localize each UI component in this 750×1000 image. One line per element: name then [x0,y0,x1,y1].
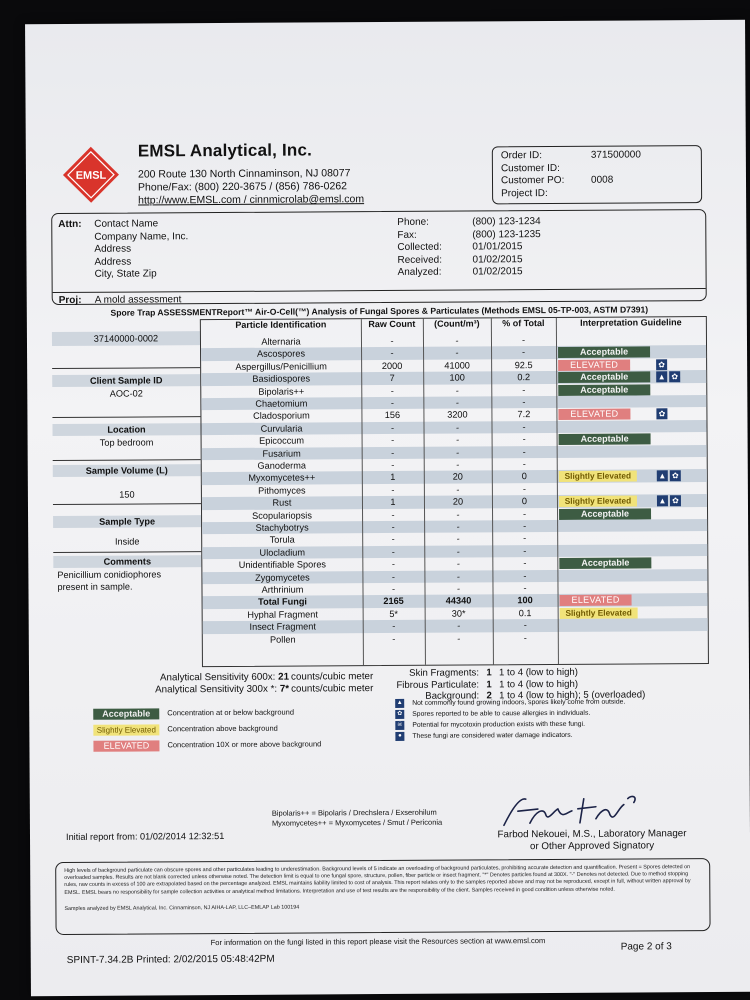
interpretation-cell [556,420,706,433]
printed-footer: SPINT-7.34.2B Printed: 2/02/2015 05:48:42PM [66,953,275,966]
particle-name: Curvularia [260,423,303,434]
signatory-title: or Other Approved Signatory [529,840,655,853]
divider [52,367,200,369]
particle-name: Insect Fragment [249,621,316,633]
percent-of-total: 92.5 [514,359,533,371]
fax-value: (800) 123-1235 [472,228,541,240]
fibrous-value: 1 [486,678,492,690]
percent-of-total: - [522,421,526,432]
interpretation-cell [557,469,707,482]
customer-po-label: Customer PO: [500,174,565,187]
count-per-m3: - [456,571,460,582]
interpretation-badge: Acceptable [558,384,650,396]
count-per-m3: - [455,397,459,408]
interpretation-cell [558,631,708,644]
interpretation-badge: Acceptable [558,347,650,359]
allergy-flower-icon: ✿ [669,371,680,382]
company-address-block [138,167,364,207]
count-per-m3: 20 [452,471,463,482]
particle-name: Fusarium [262,448,301,459]
legend-acceptable-swatch: Acceptable [93,708,159,719]
percent-of-total: - [522,483,526,494]
sample-info-panel [52,319,202,668]
particle-name: Pithomyces [258,485,306,496]
attn-line: Company Name, Inc. [94,230,189,243]
notes [272,808,442,829]
company-web-link[interactable]: http://www.EMSL.com / cinnmicrolab@emsl.com [138,193,365,207]
raw-count: 156 [384,410,401,421]
interpretation-cell [558,593,708,606]
attn-line: Address [94,256,132,268]
count-per-m3: - [457,633,461,644]
raw-count: 7 [389,373,395,384]
signature-image [492,788,642,831]
sensitivity-unit: counts/cubic meter [291,683,374,695]
signatory-block [482,828,702,853]
count-per-m3: - [456,583,461,594]
interpretation-badge: Acceptable [559,508,651,520]
icon-legend [395,697,625,742]
attn-line: Address [94,243,132,255]
particle-name: Ganoderma [257,460,307,471]
sensitivity-units [291,671,373,696]
raw-count: - [391,459,395,470]
sample-volume-label: Sample Volume (L) [53,464,201,477]
comments-text: present in sample. [57,581,133,593]
count-per-m3: - [456,558,460,569]
interpretation-cell [557,519,707,532]
sensitivity-unit: counts/cubic meter [290,671,374,683]
raw-count: - [391,484,395,495]
percent-of-total: - [522,384,526,395]
percent-of-total: - [523,620,527,631]
count-per-m3: - [456,447,460,458]
particle-name: Rust [272,497,292,508]
raw-count: - [390,348,394,359]
percent-of-total: - [523,533,527,544]
raw-count: - [390,422,395,433]
interpretation-badge: ELEVATED [558,359,630,370]
received-value: 01/02/2015 [472,253,523,265]
divider [53,503,201,505]
percent-of-total: 0.2 [517,372,531,383]
allergy-flower-icon: ✿ [395,710,404,719]
attn-address [94,218,188,281]
water-drop-icon: ● [395,732,404,741]
interpretation-badge: Slightly Elevated [560,607,638,618]
count-per-m3: 44340 [445,595,472,607]
percent-of-total: - [523,545,527,556]
count-per-m3: - [456,533,460,544]
raw-count: 2165 [383,596,404,607]
interpretation-cell [556,395,706,408]
interpretation-cell [557,507,707,520]
interpretation-cell [558,606,708,619]
raw-count: - [390,385,394,396]
order-id: 371500000 [590,149,641,161]
interpretation-cell [556,345,706,358]
raw-count: - [391,583,396,594]
emsl-logo [62,146,120,204]
interpretation-cell [556,370,706,383]
particle-name: Torula [269,534,295,546]
location-value: Top bedroom [99,437,154,448]
divider [52,416,200,418]
count-per-m3: - [456,546,460,557]
percent-of-total: - [523,521,527,532]
interpretation-badge: ELEVATED [560,595,632,606]
attn-line: Contact Name [94,218,159,230]
count-per-m3: 100 [449,372,465,383]
count-per-m3: - [456,509,460,520]
percent-of-total: - [522,508,527,519]
mycotoxin-icon: ☠ [395,721,404,730]
sensitivity-300-label: Analytical Sensitivity 300x *: [155,683,278,696]
raw-count: - [391,534,395,545]
raw-count: - [390,397,394,408]
outdoor-tree-icon: ▲ [657,372,666,382]
fibrous-scale: 1 to 4 (low to high) [499,678,579,690]
raw-count: 5* [389,608,399,619]
sensitivity-600: 21 [278,671,290,683]
skin-scale: 1 to 4 (low to high) [498,666,578,679]
sensitivity-600-label: Analytical Sensitivity 600x: [159,671,276,684]
customer-po: 0008 [590,174,614,186]
count-per-m3: - [457,620,461,631]
interpretation-cell [557,581,707,594]
particle-name: Myxomycetes++ [248,472,316,484]
percent-of-total: 7.2 [517,409,531,420]
percent-of-total: - [522,459,526,470]
percent-of-total: 100 [517,595,533,606]
particle-name: Ascospores [257,348,306,360]
count-per-m3: - [456,484,460,495]
percent-of-total: 0 [521,496,528,507]
icon-legend-text: These fungi are considered water damage indicators. [412,731,573,740]
interpretation-cell [557,494,707,507]
interpretation-cell [557,569,707,582]
collected-value: 01/01/2015 [472,241,523,253]
legend-slight-swatch: Slightly Elevated [93,724,159,735]
column-header: (Count/m³) [434,318,480,329]
interpretation-cell [556,383,706,396]
sensitivity-300: 7* [279,683,290,695]
legend-acceptable-desc: Concentration at or below background [167,707,295,718]
count-per-m3: - [455,385,459,396]
order-id-label: Order ID: [500,150,543,162]
table-title: Spore Trap ASSESSMENTReport™ Air-O-Cell(™) Analysis of Fungal Spores & Particulates (Methods EMSL 05-TP-003, ASTM D7391) [110,304,649,318]
disclaimer-box [55,858,710,935]
interpretation-cell [557,556,707,569]
raw-count: 1 [390,472,396,483]
fax-label: Fax: [397,229,417,241]
proj-label: Proj: [58,294,82,307]
count-per-m3: - [455,347,459,358]
raw-count: - [391,447,395,458]
count-per-m3: - [455,422,460,433]
particle-name: Ulocladium [259,547,306,558]
allergy-flower-icon: ✿ [656,409,667,420]
received-label: Received: [397,254,442,266]
interpretation-cell [556,358,706,371]
count-per-m3: - [455,335,459,346]
count-per-m3: 30* [451,608,466,619]
location-label: Location [52,423,200,436]
analyzed-value: 01/02/2015 [472,266,523,278]
attention-box [51,209,707,305]
raw-count: - [391,509,395,520]
percent-of-total: - [523,558,527,569]
phone-label: Phone: [397,216,429,228]
interpretation-cell [557,544,707,557]
customer-id-label: Customer ID: [500,162,560,174]
count-per-m3: 3200 [447,409,468,421]
raw-count: - [391,546,395,557]
column-header: Raw Count [368,318,416,330]
particle-name: Hyphal Fragment [247,609,318,620]
skin-label: Skin Fragments: [409,667,480,679]
report-page [25,20,750,996]
emsl-logo-text: EMSL [75,169,107,182]
color-legend [93,704,321,753]
collected-label: Collected: [397,241,442,253]
column-header: % of Total [502,318,545,329]
particle-name: Alternaria [261,336,301,347]
particle-name: Zygomycetes [255,572,310,583]
particle-name: Basidiospores [252,373,311,385]
particle-name: Epicoccum [259,435,305,446]
sample-type: Inside [114,536,140,547]
particle-name: Arthrinium [261,584,304,595]
table-row [203,631,708,646]
particle-name: Total Fungi [258,596,308,608]
allergy-flower-icon: ✿ [670,495,681,506]
percent-of-total: - [523,583,527,594]
raw-count: - [391,435,395,446]
background-value: 2 [486,690,492,702]
interpretation-cell [558,618,708,631]
attn-label: Attn: [58,218,82,231]
initial-report: Initial report from: 01/02/2014 12:32:51 [65,831,225,842]
spore-analysis-table [200,316,709,667]
particle-name: Aspergillus/Penicillium [235,361,327,372]
interpretation-badge: Acceptable [559,558,651,570]
column-header: Particle Identification [235,319,327,330]
percent-of-total: - [522,397,526,408]
background-scale: 1 to 4 (low to high); 5 (overloaded) [499,689,646,702]
interpretation-badge: Slightly Elevated [559,496,637,507]
proj-value: A mold assessment [94,294,182,306]
interpretation-cell [557,445,707,458]
particle-name: Unidentifiable Spores [238,559,327,571]
interpretation-cell [556,333,706,346]
resources-note: For information on the fungi listed in this report please visit the Resources section at www.emsl.com [210,936,546,948]
background-label: Background: [425,690,480,702]
legend-elevated-desc: Concentration 10X or more above background [167,739,322,750]
interpretation-cell [556,407,706,420]
company-name: EMSL Analytical, Inc. [137,140,313,161]
comments-text: Penicillium conidiophores [57,569,162,581]
particle-name: Chaetomium [255,398,308,409]
raw-count: - [392,633,396,644]
comments-label: Comments [53,555,201,568]
analyzed-label: Analyzed: [397,266,442,278]
signatory-name: Farbod Nekouei, M.S., Laboratory Manager [497,828,687,841]
allergy-flower-icon: ✿ [670,471,681,482]
percent-of-total: 0.1 [518,607,532,618]
count-per-m3: 41000 [444,360,470,371]
percent-of-total: - [521,335,526,346]
interpretation-badge: ELEVATED [558,409,630,420]
divider [53,459,201,461]
interpretation-badge: Acceptable [558,372,650,384]
sensitivity-block [113,672,289,697]
percent-of-total: - [522,446,526,457]
percent-of-total: - [523,570,527,581]
page-number: Page 2 of 3 [620,941,672,953]
divider [53,288,706,293]
percent-of-total: - [522,434,526,445]
client-sample-id: AOC-02 [109,388,143,399]
allergy-flower-icon: ✿ [656,359,667,370]
outdoor-tree-icon: ▲ [395,699,404,708]
company-phone: Phone/Fax: (800) 220-3675 / (856) 786-0262 [138,180,348,194]
order-info-box [492,145,702,204]
raw-count: - [391,571,395,582]
interpretation-badge: Acceptable [559,434,651,446]
column-header: Interpretation Guideline [580,317,682,328]
particle-name: Pollen [269,634,296,645]
raw-count: - [390,335,394,346]
client-sample-id-label: Client Sample ID [52,374,200,387]
percent-of-total: - [523,632,527,643]
percent-of-total: 0 [521,471,527,482]
particle-name: Stachybotrys [255,522,309,533]
count-per-m3: - [456,434,460,445]
raw-count: - [392,621,396,632]
icon-legend-text: Not commonly found growing indoors, spores likely come from outside. [412,698,626,707]
icon-legend-text: Potential for mycotoxin production exists with these fungi. [412,720,586,729]
outdoor-tree-icon: ▲ [658,496,667,506]
attn-line: City, State Zip [94,268,157,280]
sample-number: 37140000-0002 [52,331,200,346]
fibrous-label: Fibrous Particulate: [396,678,480,691]
note-line: Myxomycetes++ = Myxomycetes / Smut / Periconia [271,817,443,828]
disclaimer-text: High levels of background particulate can obscure spores and other particulates leading to underestimation. Background levels of 5 indicate an overloading of background particulates, prohibiting accurate detection and quantification. Present = Spores detected on overloaded samples. Results are not blank corrected unless otherwise noted. The detection limit is equal to one fungal spore, structure, pollen, fiber particle or insect fragment. "*" Denotes particles found at 300X. "-" Denotes not detected. Due to method stopping rules, raw counts in excess of 100 are extrapolated based on the percentage analyzed. EMSL maintains liability limited to cost of analysis. This report relates only to the samples reported above and may not be reproduced, except in full, without written approval by EMSL. EMSL bears no responsibility for sample collection activities or analytical method limitations. Interpretation and use of test results are the responsibility of the client. Samples received in good condition unless otherwise noted. [64,864,691,896]
raw-count: 1 [390,497,396,508]
count-per-m3: 20 [452,496,464,507]
divider [53,551,201,553]
percent-of-total: - [521,347,526,358]
attn-contact-dates [397,216,541,279]
phone-value: (800) 123-1234 [472,216,541,228]
interpretation-cell [557,482,707,495]
raw-count: 2000 [381,360,403,371]
interpretation-cell [557,432,707,445]
particle-name: Bipolaris++ [258,386,305,397]
skin-value: 1 [486,667,492,679]
icon-legend-text: Spores reported to be able to cause allergies in individuals. [412,709,591,718]
count-per-m3: - [456,521,460,532]
company-address: 200 Route 130 North Cinnaminson, NJ 08077 [137,167,351,181]
raw-count: - [391,521,395,532]
particle-name: Scopulariopsis [252,510,312,521]
outdoor-tree-icon: ▲ [658,471,667,481]
raw-count: - [391,559,395,570]
particle-name: Cladosporium [253,410,310,422]
legend-slight-desc: Concentration above background [167,723,278,734]
interpretation-cell [557,457,707,470]
count-per-m3: - [456,459,460,470]
interpretation-badge: Slightly Elevated [559,471,637,482]
project-id-label: Project ID: [501,187,548,199]
note-line: Bipolaris++ = Bipolaris / Drechslera / Exserohilum [271,807,437,818]
sample-type-label: Sample Type [53,515,201,528]
interpretation-cell [557,531,707,544]
lab-accreditation: Samples analyzed by EMSL Analytical, Inc. Cinnaminson, NJ AIHA-LAP, LLC–EMLAP Lab 100194 [64,904,300,912]
sample-volume: 150 [119,489,135,500]
legend-elevated-swatch: ELEVATED [93,740,159,751]
